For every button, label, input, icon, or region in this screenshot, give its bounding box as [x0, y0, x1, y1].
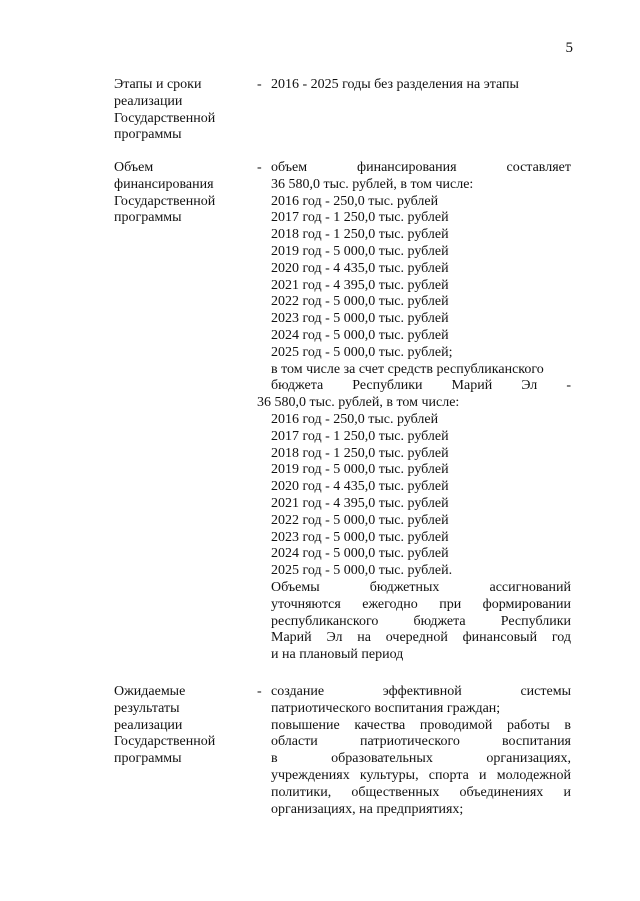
- stages-value-line: 2016 - 2025 годы без разделения на этапы: [271, 77, 519, 92]
- funding-note-line: Объемы бюджетных ассигнований: [271, 579, 571, 595]
- funding-year-total: 2024 год - 5 000,0 тыс. рублей: [271, 327, 449, 343]
- results-line: повышение качества проводимой работы в: [271, 717, 571, 733]
- funding-label-line: программы: [114, 210, 182, 226]
- funding-year-total: 2016 год - 250,0 тыс. рублей: [271, 193, 439, 209]
- funding-year-total: 2025 год - 5 000,0 тыс. рублей;: [271, 344, 453, 360]
- funding-year-total: 2018 год - 1 250,0 тыс. рублей: [271, 227, 449, 243]
- funding-label: [114, 160, 246, 227]
- funding-year-total: 2017 год - 1 250,0 тыс. рублей: [271, 210, 449, 226]
- funding-year-republic: 2018 год - 1 250,0 тыс. рублей: [271, 445, 449, 461]
- funding-dash: -: [257, 160, 262, 175]
- funding-note-line: Марий Эл на очередной финансовый год: [271, 630, 571, 646]
- results-line: патриотического воспитания граждан;: [271, 700, 501, 716]
- stages-label-line: программы: [114, 127, 182, 143]
- results-label-line: программы: [114, 751, 182, 767]
- funding-label-line: финансирования: [114, 176, 214, 192]
- funding-value: [257, 160, 571, 664]
- stages-label-line: Этапы и сроки: [114, 77, 202, 92]
- funding-year-republic: 2021 год - 4 395,0 тыс. рублей: [271, 495, 449, 511]
- results-label: [114, 684, 246, 768]
- funding-year-total: 2019 год - 5 000,0 тыс. рублей: [271, 243, 449, 259]
- funding-year-republic: 2022 год - 5 000,0 тыс. рублей: [271, 512, 449, 528]
- funding-year-total: 2020 год - 4 435,0 тыс. рублей: [271, 260, 449, 276]
- funding-year-total: 2023 год - 5 000,0 тыс. рублей: [271, 311, 449, 327]
- funding-year-republic: 2024 год - 5 000,0 тыс. рублей: [271, 546, 449, 562]
- funding-intro-line2: 36 580,0 тыс. рублей, в том числе:: [271, 176, 474, 192]
- results-value: [271, 684, 571, 818]
- funding-year-republic: 2016 год - 250,0 тыс. рублей: [271, 411, 439, 427]
- results-line: организациях, на предприятиях;: [271, 801, 464, 817]
- funding-republic-line3: 36 580,0 тыс. рублей, в том числе:: [257, 395, 460, 411]
- funding-year-republic: 2023 год - 5 000,0 тыс. рублей: [271, 529, 449, 545]
- funding-label-line: Государственной: [114, 193, 216, 209]
- results-label-line: Ожидаемые: [114, 684, 186, 699]
- funding-year-republic: 2025 год - 5 000,0 тыс. рублей.: [271, 563, 453, 579]
- funding-note-line: республиканского бюджета Республики: [271, 613, 571, 629]
- funding-year-republic: 2020 год - 4 435,0 тыс. рублей: [271, 479, 449, 495]
- results-line: создание эффективной системы: [271, 684, 571, 699]
- page-number: 5: [565, 40, 573, 56]
- results-line: в образовательных организациях,: [271, 751, 571, 767]
- results-label-line: реализации: [114, 717, 183, 733]
- funding-republic-line2: бюджета Республики Марий Эл -: [271, 378, 571, 394]
- results-label-line: результаты: [114, 700, 180, 716]
- results-line: учреждениях культуры, спорта и молодежной: [271, 767, 571, 783]
- stages-value: [271, 77, 571, 94]
- results-label-line: Государственной: [114, 734, 216, 750]
- funding-note-line: уточняются ежегодно при формировании: [271, 596, 571, 612]
- stages-label: [114, 77, 246, 144]
- funding-intro: объем финансирования составляет: [271, 160, 571, 175]
- results-line: политики, общественных объединениях и: [271, 784, 571, 800]
- results-dash: -: [257, 684, 262, 699]
- stages-label-line: реализации: [114, 93, 183, 109]
- funding-year-republic: 2019 год - 5 000,0 тыс. рублей: [271, 462, 449, 478]
- results-line: области патриотического воспитания: [271, 734, 571, 750]
- funding-year-total: 2021 год - 4 395,0 тыс. рублей: [271, 277, 449, 293]
- funding-label-line: Объем: [114, 160, 154, 175]
- stages-label-line: Государственной: [114, 110, 216, 126]
- funding-republic-line1: в том числе за счет средств республиканского: [271, 361, 544, 377]
- funding-note-last: и на плановый период: [271, 647, 404, 663]
- funding-year-republic: 2017 год - 1 250,0 тыс. рублей: [271, 428, 449, 444]
- stages-dash: -: [257, 77, 262, 92]
- funding-year-total: 2022 год - 5 000,0 тыс. рублей: [271, 294, 449, 310]
